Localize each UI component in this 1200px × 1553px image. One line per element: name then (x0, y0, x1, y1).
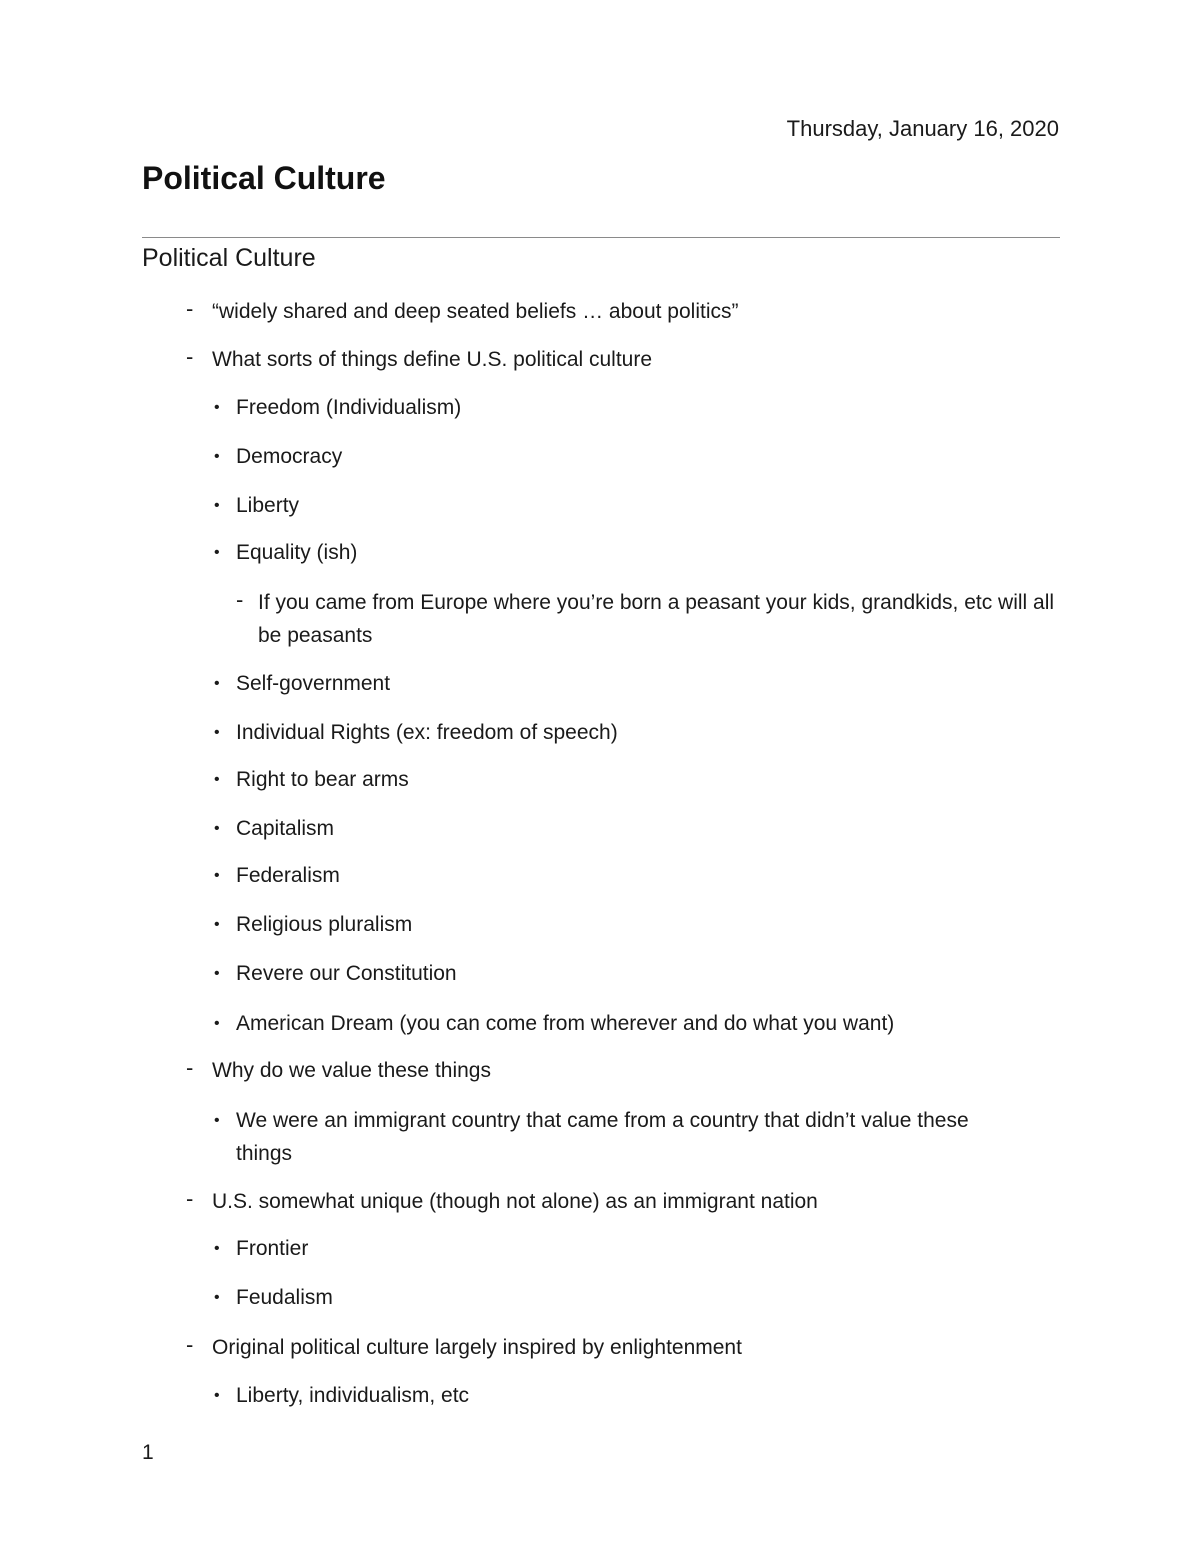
list-item-text: Why do we value these things (212, 1059, 491, 1082)
bullet-marker: • (214, 399, 220, 416)
list-item-text: “widely shared and deep seated beliefs … about politics” (212, 300, 739, 323)
list-item-text: Freedom (Individualism) (236, 396, 462, 419)
list-item (186, 1331, 1052, 1364)
list-item (214, 391, 1052, 424)
list-item (186, 295, 1052, 328)
list-item (214, 1007, 1052, 1040)
list-item-text: We were an immigrant country that came from a country that didn’t value these things (236, 1109, 969, 1165)
title-divider (142, 237, 1060, 238)
bullet-marker: • (214, 965, 220, 982)
list-item (214, 908, 1052, 941)
dash-marker: - (186, 1186, 194, 1211)
list-item-text: Democracy (236, 445, 343, 468)
list-item (214, 1281, 1052, 1314)
dash-marker: - (186, 344, 194, 369)
dash-marker: - (186, 1332, 194, 1357)
list-item-text: Equality (ish) (236, 541, 358, 564)
list-item-text: If you came from Europe where you’re born a peasant your kids, grandkids, etc will all be peasants (258, 591, 1055, 647)
dash-marker: - (186, 296, 194, 321)
bullet-marker: • (214, 724, 220, 741)
bullet-marker: • (214, 771, 220, 788)
list-item (186, 1185, 1052, 1218)
list-item (236, 586, 1058, 652)
page-title: Political Culture (142, 160, 386, 196)
list-item-text: Feudalism (236, 1286, 333, 1309)
list-item-text: Right to bear arms (236, 768, 409, 791)
bullet-marker: • (214, 675, 220, 692)
list-item-text: Federalism (236, 864, 340, 887)
dash-marker: - (186, 1055, 194, 1080)
list-item (214, 440, 1052, 473)
list-item-text: Capitalism (236, 817, 335, 840)
list-item (186, 343, 1052, 376)
list-item-text: Individual Rights (ex: freedom of speech) (236, 721, 618, 744)
list-item (214, 812, 1052, 845)
bullet-marker: • (214, 1112, 220, 1129)
list-item (214, 1104, 1016, 1170)
bullet-marker: • (214, 867, 220, 884)
bullet-marker: • (214, 916, 220, 933)
list-item-text: Original political culture largely inspired by enlightenment (212, 1336, 742, 1359)
list-item (214, 667, 1052, 700)
list-item-text: Revere our Constitution (236, 962, 457, 985)
bullet-marker: • (214, 497, 220, 514)
list-item (214, 536, 1052, 569)
list-item-text: U.S. somewhat unique (though not alone) as an immigrant nation (212, 1190, 818, 1213)
bullet-marker: • (214, 544, 220, 561)
list-item-text: American Dream (you can come from wherever and do what you want) (236, 1012, 895, 1035)
list-item-text: Religious pluralism (236, 913, 413, 936)
document-date: Thursday, January 16, 2020 (786, 116, 1059, 141)
bullet-marker: • (214, 448, 220, 465)
bullet-marker: • (214, 1240, 220, 1257)
bullet-marker: • (214, 1289, 220, 1306)
list-item (214, 716, 1052, 749)
page-number: 1 (142, 1441, 154, 1464)
list-item (186, 1054, 1052, 1087)
list-item (214, 763, 1052, 796)
bullet-marker: • (214, 1015, 220, 1032)
section-heading: Political Culture (142, 244, 316, 272)
list-item-text: What sorts of things define U.S. political culture (212, 348, 653, 371)
list-item-text: Frontier (236, 1237, 309, 1260)
dash-marker: - (236, 587, 244, 612)
bullet-marker: • (214, 820, 220, 837)
list-item-text: Liberty (236, 494, 300, 517)
list-item (214, 489, 1052, 522)
list-item (214, 1232, 1052, 1265)
list-item-text: Liberty, individualism, etc (236, 1384, 470, 1407)
list-item (214, 1379, 1052, 1412)
list-item (214, 859, 1052, 892)
list-item-text: Self-government (236, 672, 391, 695)
bullet-marker: • (214, 1387, 220, 1404)
list-item (214, 957, 1052, 990)
